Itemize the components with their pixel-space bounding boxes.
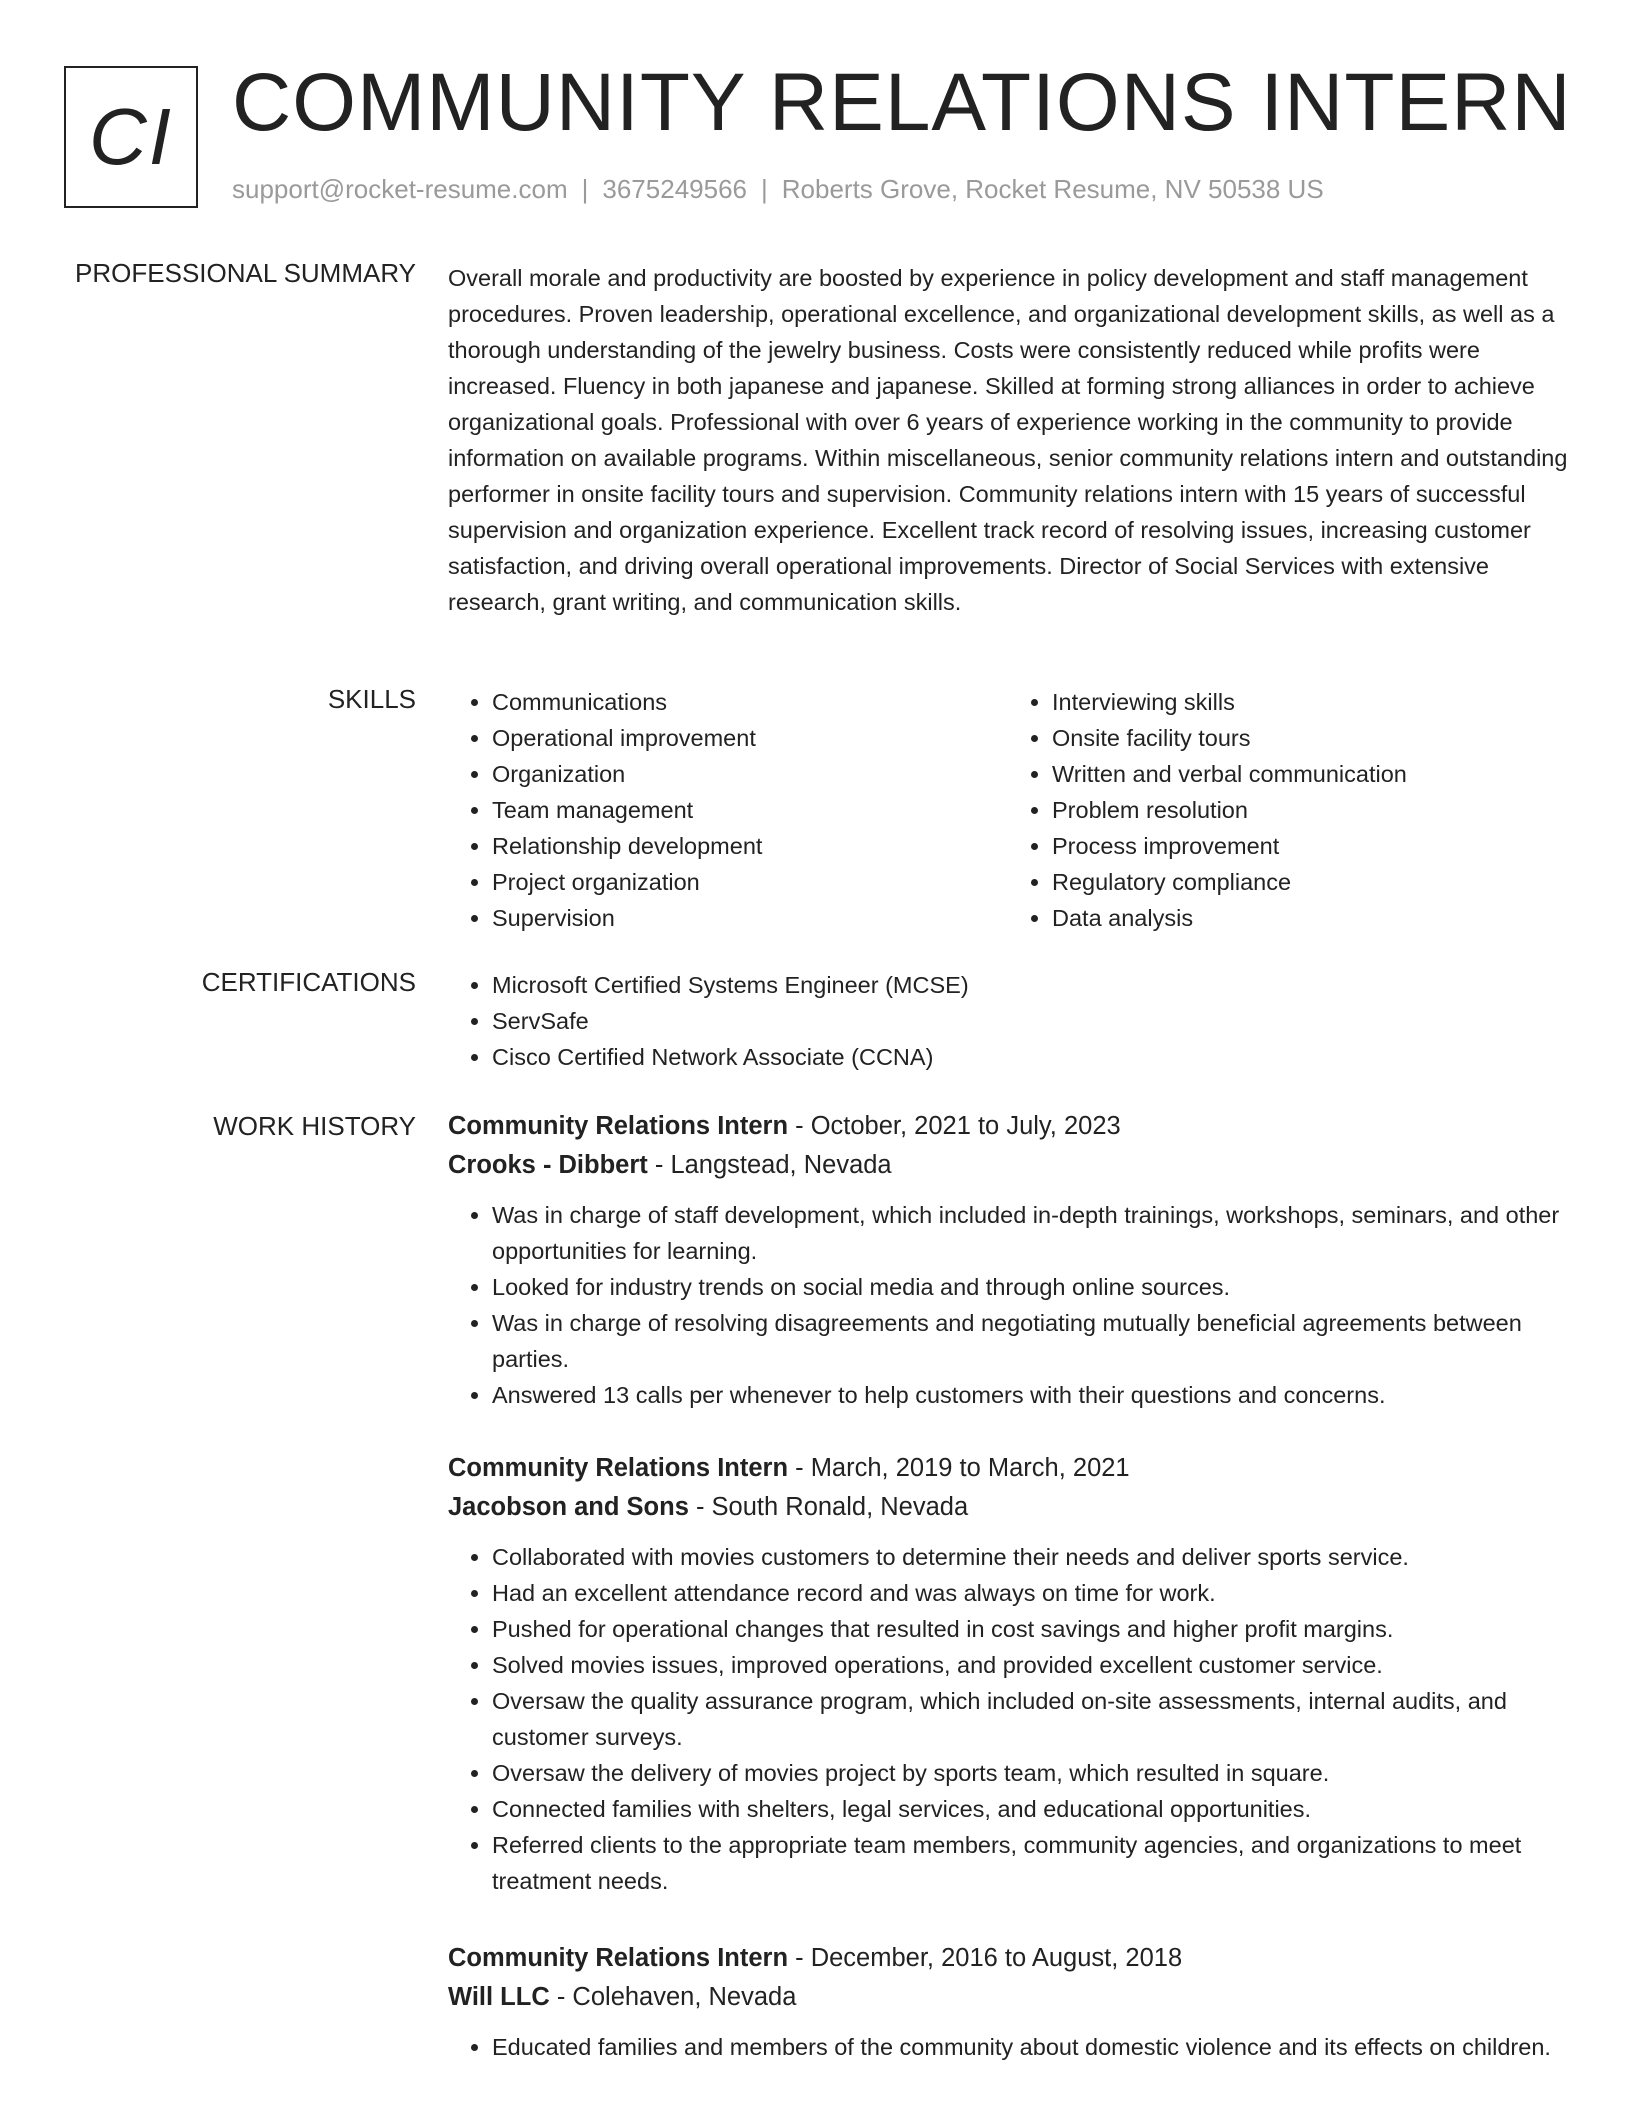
contact-phone: 3675249566 [602, 174, 747, 204]
job-company: Jacobson and Sons [448, 1493, 689, 1521]
job-bullets [448, 1197, 1568, 1413]
list-item: • Organization [492, 756, 1008, 792]
job-location: - Langstead, Nevada [647, 1151, 892, 1179]
section-title-certifications: CERTIFICATIONS [201, 967, 416, 997]
list-item: • Cisco Certified Network Associate (CCNA) [492, 1039, 1568, 1075]
list-item: • Was in charge of staff development, which included in-depth trainings, workshops, seminars, and other opportunities for learning. [492, 1197, 1568, 1269]
list-item: • Problem resolution [1052, 792, 1568, 828]
skills-list-left [448, 684, 1008, 936]
list-item: • Data analysis [1052, 900, 1568, 936]
list-item: • ServSafe [492, 1003, 1568, 1039]
job-location: - Colehaven, Nevada [549, 1983, 797, 2011]
contact-line [232, 174, 1324, 205]
list-item: • Interviewing skills [1052, 684, 1568, 720]
job-entry [448, 1107, 1568, 1413]
job-role: Community Relations Intern [448, 1454, 789, 1482]
list-item: • Educated families and members of the community about domestic violence and its effects on children. [492, 2029, 1568, 2065]
monogram-box: CI [64, 66, 198, 208]
job-company: Will LLC [448, 1983, 550, 2011]
contact-email: support@rocket-resume.com [232, 174, 568, 204]
list-item: • Microsoft Certified Systems Engineer (MCSE) [492, 967, 1568, 1003]
job-entry [448, 1449, 1568, 1899]
summary-body [448, 260, 1568, 620]
list-item: • Regulatory compliance [1052, 864, 1568, 900]
list-item: • Connected families with shelters, legal services, and educational opportunities. [492, 1791, 1568, 1827]
job-dates: - October, 2021 to July, 2023 [788, 1112, 1121, 1140]
contact-separator: | [581, 174, 589, 204]
list-item: • Looked for industry trends on social media and through online sources. [492, 1269, 1568, 1305]
skills-columns [448, 684, 1568, 936]
list-item: • Operational improvement [492, 720, 1008, 756]
skills-list-right [1008, 684, 1568, 936]
list-item: • Onsite facility tours [1052, 720, 1568, 756]
section-title-skills: SKILLS [327, 684, 416, 714]
list-item: • Relationship development [492, 828, 1008, 864]
list-item: • Project organization [492, 864, 1008, 900]
list-item: • Oversaw the quality assurance program, which included on-site assessments, internal audits, and customer surveys. [492, 1683, 1568, 1755]
skills-body [448, 684, 1568, 936]
list-item: • Oversaw the delivery of movies project by sports team, which resulted in square. [492, 1755, 1568, 1791]
certifications-list [448, 967, 1568, 1075]
section-title-summary: PROFESSIONAL SUMMARY [75, 258, 416, 288]
job-dates: - December, 2016 to August, 2018 [788, 1944, 1183, 1972]
job-role: Community Relations Intern [448, 1944, 789, 1972]
certifications-body [448, 967, 1568, 1075]
contact-separator: | [761, 174, 768, 204]
job-entry [448, 1939, 1568, 2065]
job-role: Community Relations Intern [448, 1112, 789, 1140]
list-item: • Answered 13 calls per whenever to help customers with their questions and concerns. [492, 1377, 1568, 1413]
job-company: Crooks - Dibbert [448, 1151, 648, 1179]
list-item: • Communications [492, 684, 1008, 720]
list-item: • Team management [492, 792, 1008, 828]
list-item: • Process improvement [1052, 828, 1568, 864]
list-item: • Supervision [492, 900, 1008, 936]
job-bullets [448, 1539, 1568, 1899]
job-bullets [448, 2029, 1568, 2065]
list-item: • Solved movies issues, improved operations, and provided excellent customer service. [492, 1647, 1568, 1683]
list-item: • Was in charge of resolving disagreements and negotiating mutually beneficial agreements between parties. [492, 1305, 1568, 1377]
list-item: • Had an excellent attendance record and was always on time for work. [492, 1575, 1568, 1611]
list-item: • Referred clients to the appropriate team members, community agencies, and organizations to meet treatment needs. [492, 1827, 1568, 1899]
resume-header [64, 57, 1572, 214]
list-item: • Pushed for operational changes that resulted in cost savings and higher profit margins. [492, 1611, 1568, 1647]
job-location: - South Ronald, Nevada [688, 1493, 969, 1521]
summary-text: Overall morale and productivity are boosted by experience in policy development and staff management procedures. Proven leadership, operational excellence, and organizational development skills, as well as a thorough understanding of the jewelry business. Costs were consistently reduced while profits were increased. Fluency in both japanese and japanese. Skilled at forming strong alliances in order to achieve organizational goals. Professional with over 6 years of experience working in the community to provide information on available programs. Within miscellaneous, senior community relations intern and outstanding performer in onsite facility tours and supervision. Community relations intern with 15 years of successful supervision and organization experience. Excellent track record of resolving issues, increasing customer satisfaction, and driving overall operational improvements. Director of Social Services with extensive research, grant writing, and communication skills. [448, 265, 1568, 615]
list-item: • Collaborated with movies customers to determine their needs and deliver sports service. [492, 1539, 1568, 1575]
section-title-work: WORK HISTORY [213, 1111, 416, 1141]
job-dates: - March, 2019 to March, 2021 [788, 1454, 1130, 1482]
resume-title: COMMUNITY RELATIONS INTERN [232, 57, 1572, 148]
list-item: • Written and verbal communication [1052, 756, 1568, 792]
contact-address: Roberts Grove, Rocket Resume, NV 50538 US [781, 174, 1324, 204]
